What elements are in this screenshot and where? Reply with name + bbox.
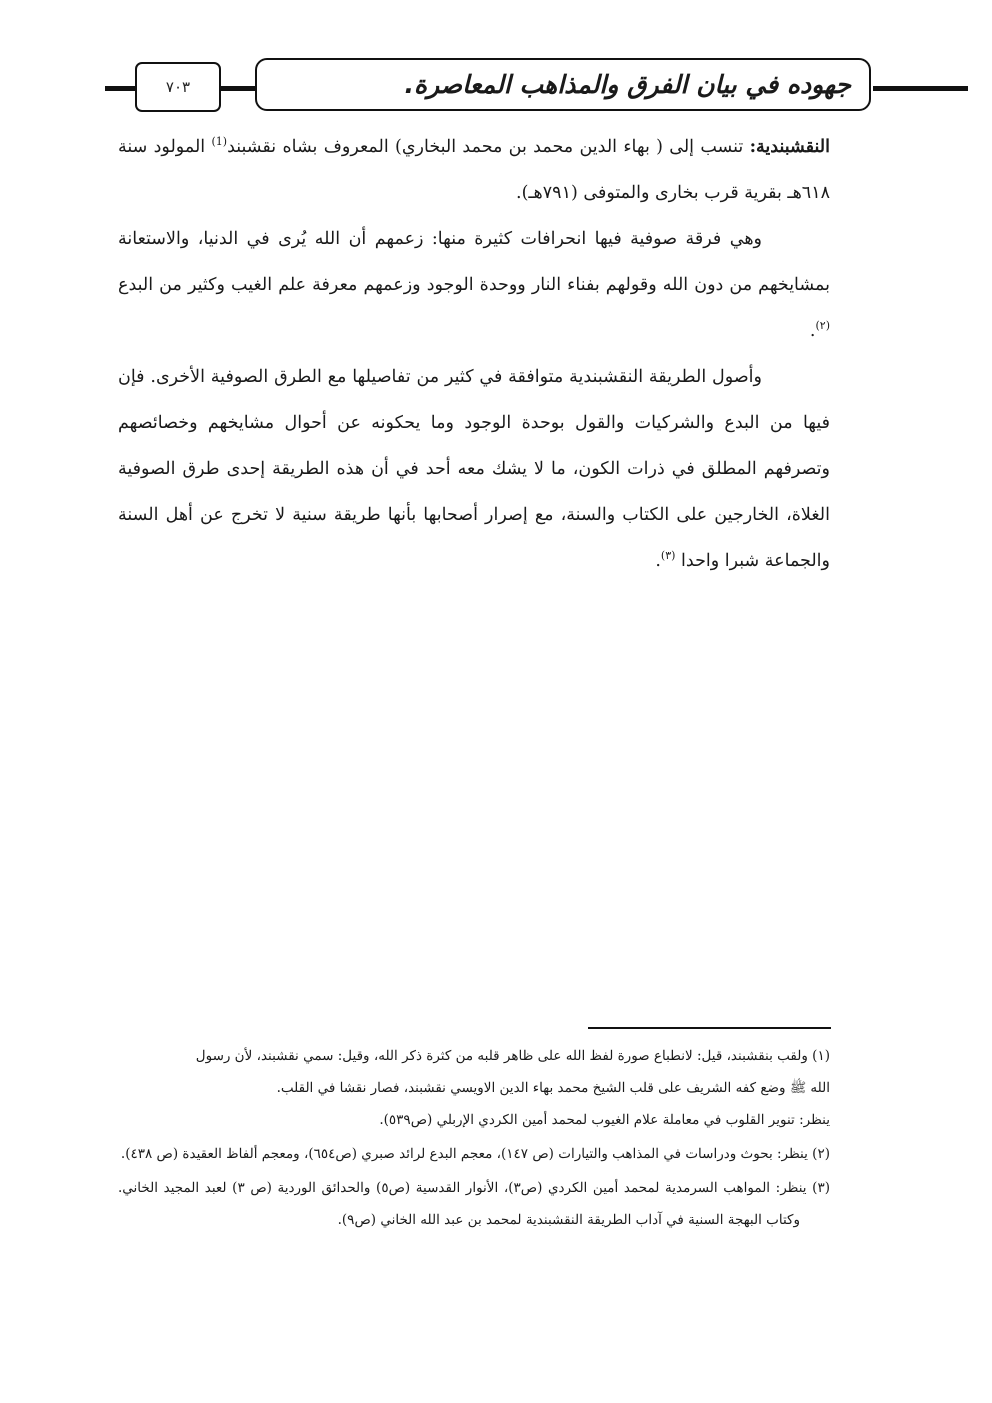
paragraph-1-text: تنسب إلى ( بهاء الدين محمد بن محمد البخاري) المعروف بشاه نقشبند bbox=[227, 137, 744, 157]
paragraph-1-tail: المولود سنة ٦١٨هـ بقرية قرب بخارى والمتوفى (٧٩١هـ). bbox=[118, 137, 830, 203]
term-naqshbandiya: النقشبندية: bbox=[749, 137, 830, 157]
paragraph-1 bbox=[118, 124, 830, 216]
footnote-1 bbox=[118, 1040, 830, 1136]
paragraph-3-end: . bbox=[655, 551, 661, 571]
paragraph-3-text: وأصول الطريقة النقشبندية متوافقة في كثير من تفاصيلها مع الطرق الصوفية الأخرى. فإن فيها من البدع والشركيات والقول بوحدة الوجود وما يحكونه عن أحوال مشايخهم وخصائصهم وتصرفهم المطلق في ذرات الكون، ما لا يشك معه أحد في أن هذه الطريقة إحدى طرق الصوفية الغلاة، الخارجين على الكتاب والسنة، مع إصرار أصحابها بأنها طريقة سنية لا تخرج عن أهل السنة والجماعة شبرا واحدا bbox=[118, 367, 830, 571]
footnote-1-line-2: الله ﷺ وضع كفه الشريف على قلب الشيخ محمد بهاء الدين الاويسي نقشبند، فصار نقشا في القلب. bbox=[276, 1080, 830, 1096]
main-text bbox=[118, 124, 830, 584]
footnote-2: (٢) ينظر: بحوث ودراسات في المذاهب والتيارات (ص ١٤٧)، معجم البدع لرائد صبري (ص٦٥٤)، ومعجم ألفاظ العقيدة (ص ٤٣٨). bbox=[120, 1146, 830, 1162]
footnote-1-line-1: (١) ولقب بنقشبند، قيل: لانطباع صورة لفظ الله على ظاهر قلبه من كثرة ذكر الله، وقيل: سمي نقشبند، لأن رسول bbox=[195, 1048, 830, 1064]
paragraph-3 bbox=[118, 354, 830, 584]
footnote-ref-1[interactable]: (1) bbox=[211, 135, 228, 149]
paragraph-2-text: وهي فرقة صوفية فيها انحرافات كثيرة منها: زعمهم أن الله يُرى في الدنيا، والاستعانة بمشايخهم من دون الله وقولهم بفناء النار ووحدة الوجود وزعمهم معرفة علم الغيب وكثير من البدع bbox=[118, 229, 830, 295]
footnote-3: (٣) ينظر: المواهب السرمدية لمحمد أمين الكردي (ص٣)، الأنوار القدسية (ص٥) والحدائق الوردية (ص ٣) لعبد المجيد الخاني. وكتاب البهجة السنية في آداب الطريقة النقشبندية لمحمد بن عبد الله الخاني (ص٩). bbox=[118, 1180, 830, 1228]
header-rule-right bbox=[873, 86, 968, 91]
footnote-ref-2[interactable]: (٢) bbox=[815, 319, 830, 333]
footnote-ref-3[interactable]: (٣) bbox=[660, 549, 676, 563]
paragraph-2-end: . bbox=[809, 321, 816, 341]
page-header bbox=[0, 56, 992, 116]
running-title: جهوده في بيان الفرق والمذاهب المعاصرة. bbox=[255, 58, 871, 111]
page-number: ٧٠٣ bbox=[135, 62, 221, 112]
footnotes bbox=[118, 1040, 830, 1238]
footnote-separator bbox=[588, 1027, 831, 1029]
footnote-1-line-3: ينظر: تنوير القلوب في معاملة علام الغيوب لمحمد أمين الكردي الإربلي (ص٥٣٩). bbox=[379, 1112, 830, 1128]
paragraph-2 bbox=[118, 216, 830, 354]
